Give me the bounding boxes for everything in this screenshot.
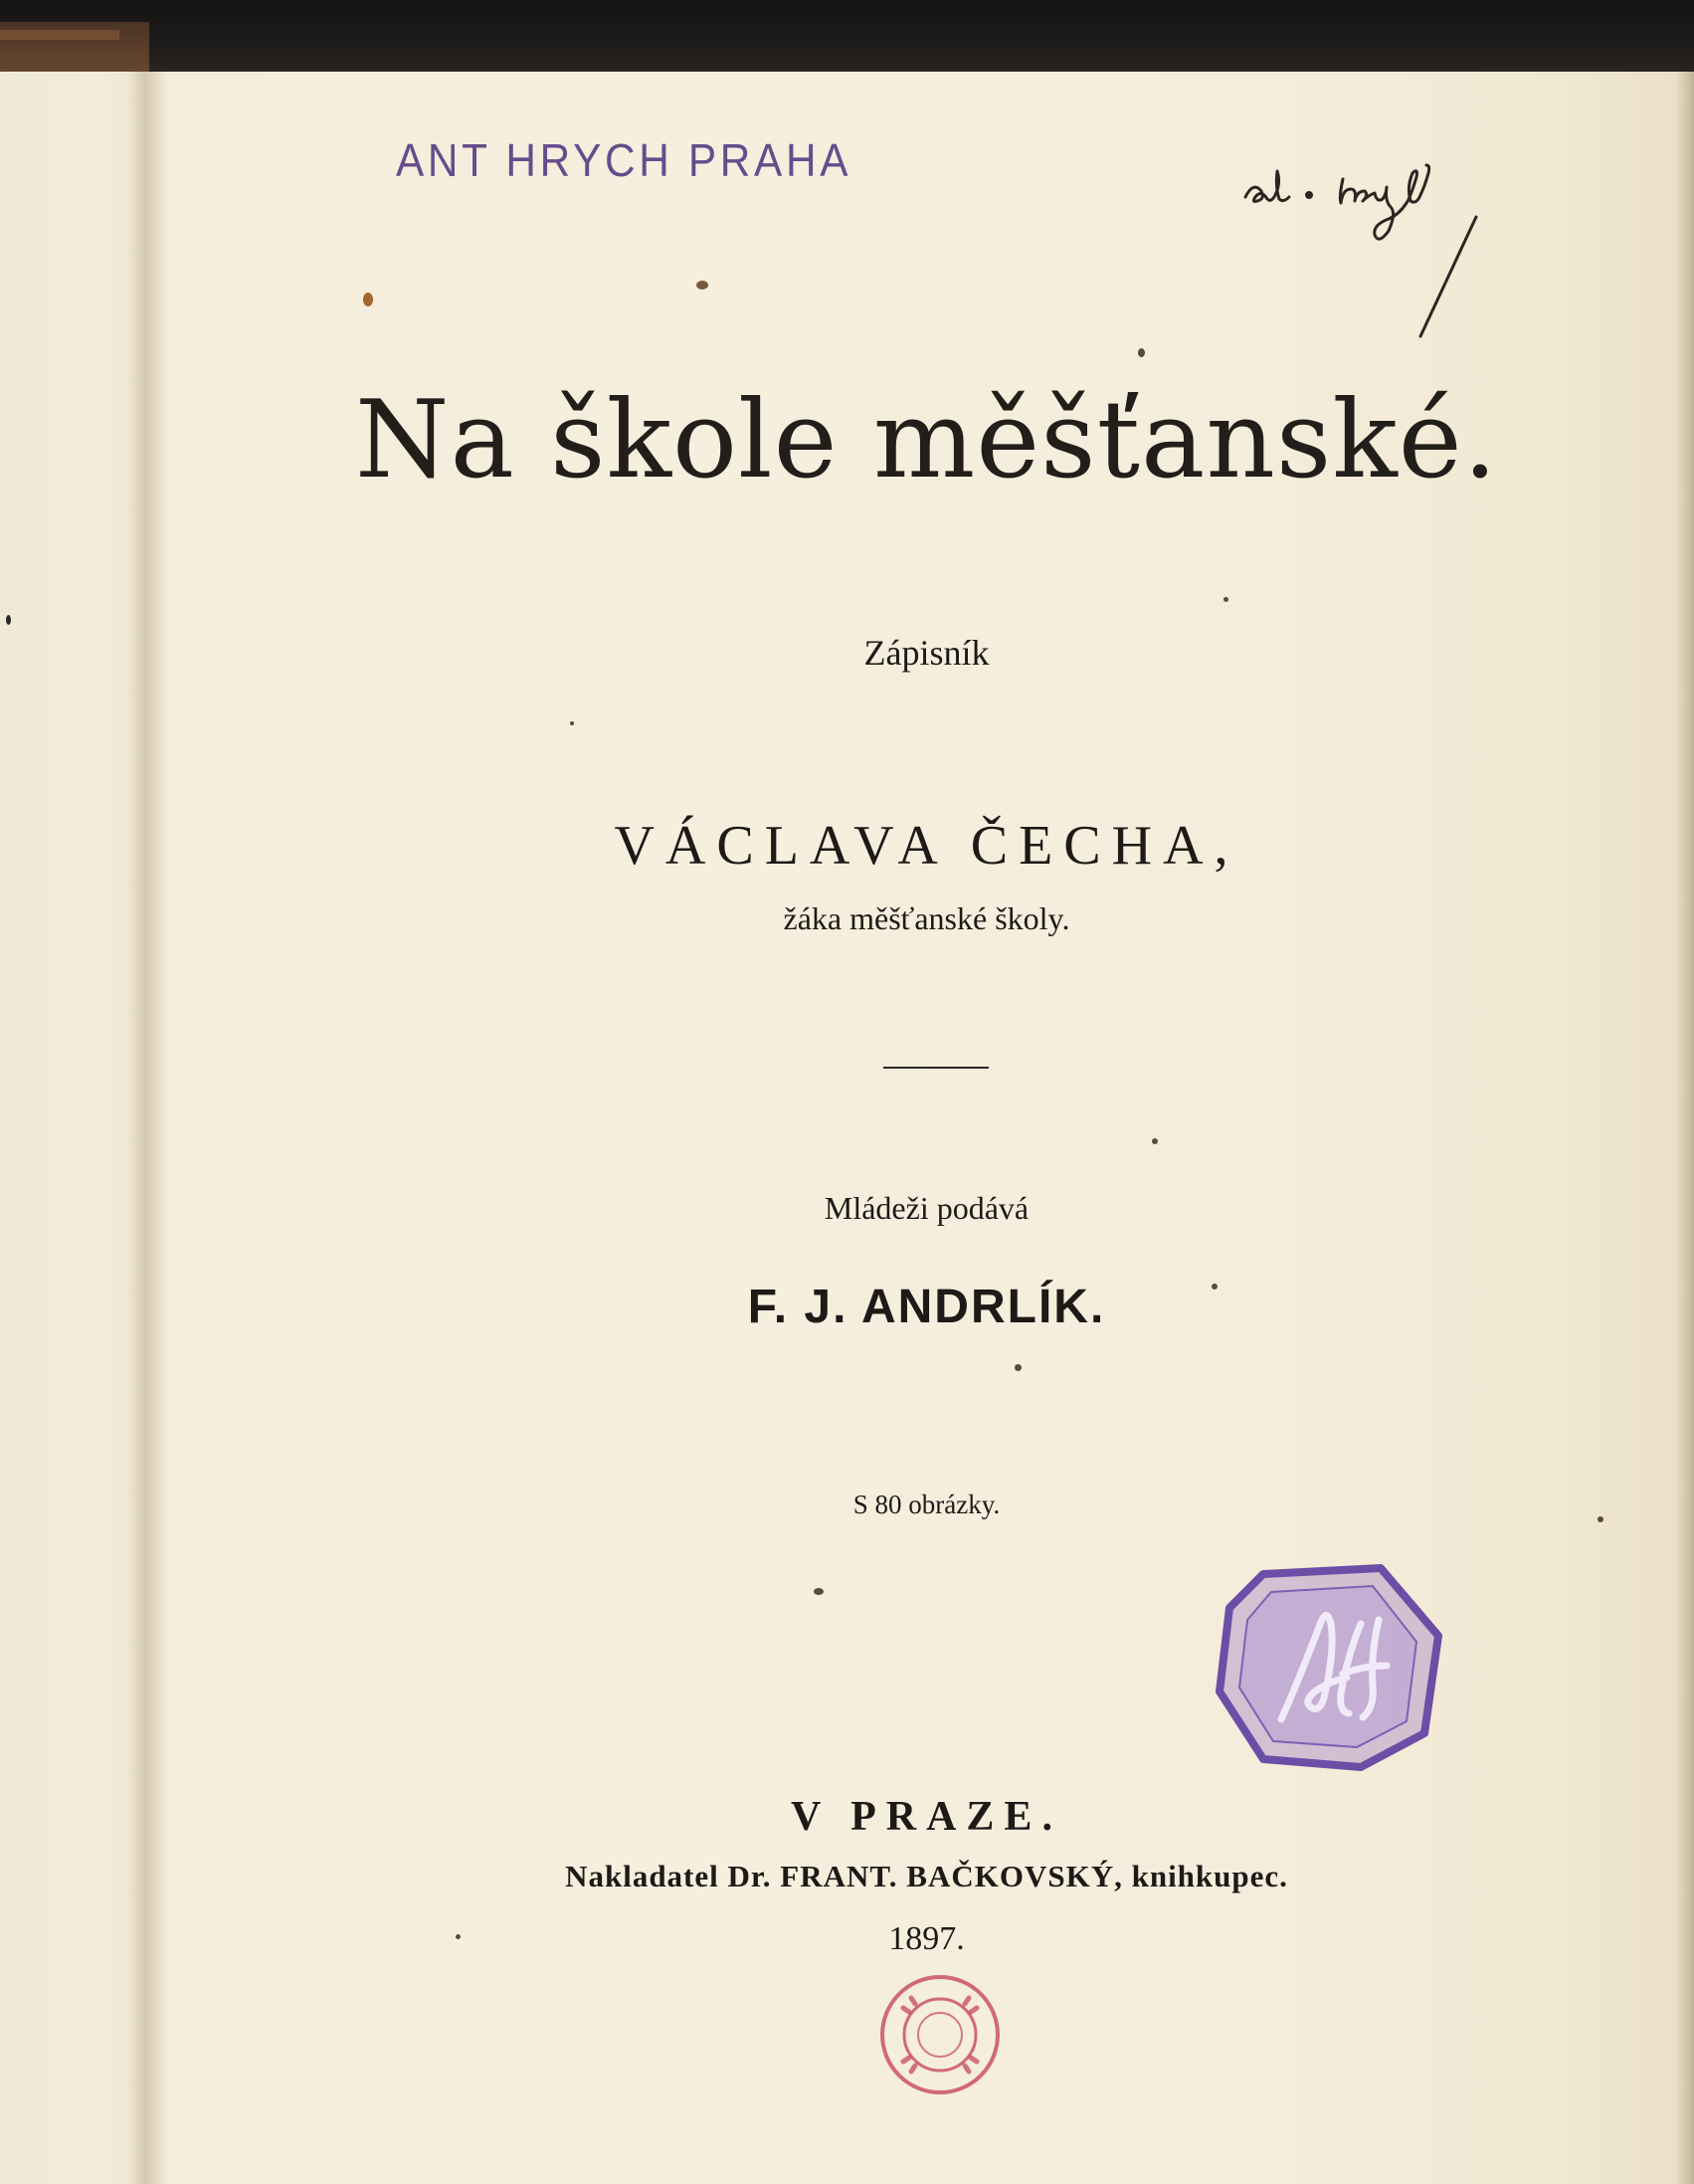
paper-speck xyxy=(1223,597,1228,602)
illustrations-note: S 80 obrázky. xyxy=(852,1489,1001,1519)
library-stamp xyxy=(873,1968,1007,2101)
paper-speck xyxy=(1598,1516,1603,1522)
paper-speck xyxy=(696,281,708,290)
editor-name: F. J. ANDRLÍK. xyxy=(747,1281,1106,1333)
paper-speck xyxy=(6,615,11,625)
book-subtitle: Zápisník xyxy=(863,633,990,673)
author-description: žáka měšťanské školy. xyxy=(783,900,1070,936)
handwritten-signature xyxy=(1233,139,1532,358)
book-top-edge xyxy=(0,0,1694,80)
paper-speck xyxy=(1138,348,1145,357)
author-name: VÁCLAVA ČECHA, xyxy=(614,815,1239,877)
divider-rule xyxy=(883,1067,989,1069)
publisher-line: Nakladatel Dr. FRANT. BAČKOVSKÝ, knihkupec. xyxy=(565,1859,1288,1893)
paper-speck xyxy=(1015,1364,1022,1371)
paper-speck xyxy=(1152,1138,1158,1144)
paper-speck xyxy=(363,293,373,306)
monogram-seal xyxy=(1212,1564,1446,1771)
paper-speck xyxy=(1212,1284,1218,1290)
book-cover-edge-line xyxy=(0,30,119,40)
presented-by: Mládeži podává xyxy=(824,1190,1030,1226)
paper-speck xyxy=(814,1588,824,1595)
book-title: Na škole měšťanské. xyxy=(354,378,1499,502)
owner-stamp: ANT HRYCH PRAHA xyxy=(396,134,852,186)
paper-speck xyxy=(456,1934,461,1939)
publication-city: V PRAZE. xyxy=(791,1794,1062,1840)
paper-speck xyxy=(570,721,574,725)
publication-year: 1897. xyxy=(888,1920,965,1957)
